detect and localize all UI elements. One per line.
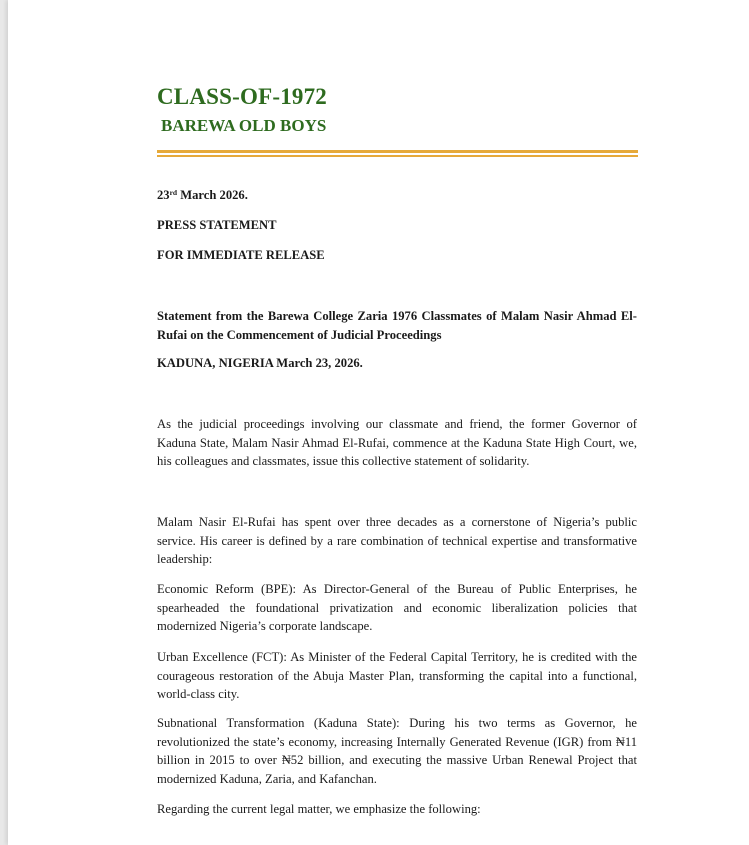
press-statement-label: PRESS STATEMENT <box>157 218 277 232</box>
paragraph-economic-reform: Economic Reform (BPE): As Director-General of the Bureau of Public Enterprises, he spearheaded the foundational privatization and economic liberalization policies that modernized Nigeria’s corporate landscape. <box>157 582 637 633</box>
organization-title: CLASS-OF-1972 <box>157 84 328 109</box>
organization-subtitle: BAREWA OLD BOYS <box>161 116 327 135</box>
paragraph-urban-excellence: Urban Excellence (FCT): As Minister of the Federal Capital Territory, he is credited with the courageous restoration of the Abuja Master Plan, transforming the capital into a functional, world-class city. <box>157 650 637 701</box>
paragraph-career: Malam Nasir El-Rufai has spent over three decades as a cornerstone of Nigeria’s public service. His career is defined by a rare combination of technical expertise and transformative leadership: <box>157 515 637 566</box>
dateline: KADUNA, NIGERIA March 23, 2026. <box>157 356 363 370</box>
paragraph-solidarity: As the judicial proceedings involving our classmate and friend, the former Governor of Kaduna State, Malam Nasir Ahmad El-Rufai, commence at the Kaduna State High Court, we, his colleagues and classmates, issue this collective statement of solidarity. <box>157 417 637 468</box>
paragraph-legal-matter: Regarding the current legal matter, we emphasize the following: <box>157 802 481 816</box>
statement-heading: Statement from the Barewa College Zaria 1976 Classmates of Malam Nasir Ahmad El-Rufai on the Commencement of Judicial Proceedings <box>157 309 637 342</box>
immediate-release-label: FOR IMMEDIATE RELEASE <box>157 248 325 262</box>
paragraph-subnational: Subnational Transformation (Kaduna State): During his two terms as Governor, he revolutionized the state’s economy, increasing Internally Generated Revenue (IGR) from ₦11 billion in 2015 to over ₦52 billion, and executing the massive Urban Renewal Project that modernized Kaduna, Zaria, and Kafanchan. <box>157 716 637 786</box>
statement-date: 23rd March 2026. <box>157 188 248 202</box>
header-divider <box>157 150 638 158</box>
